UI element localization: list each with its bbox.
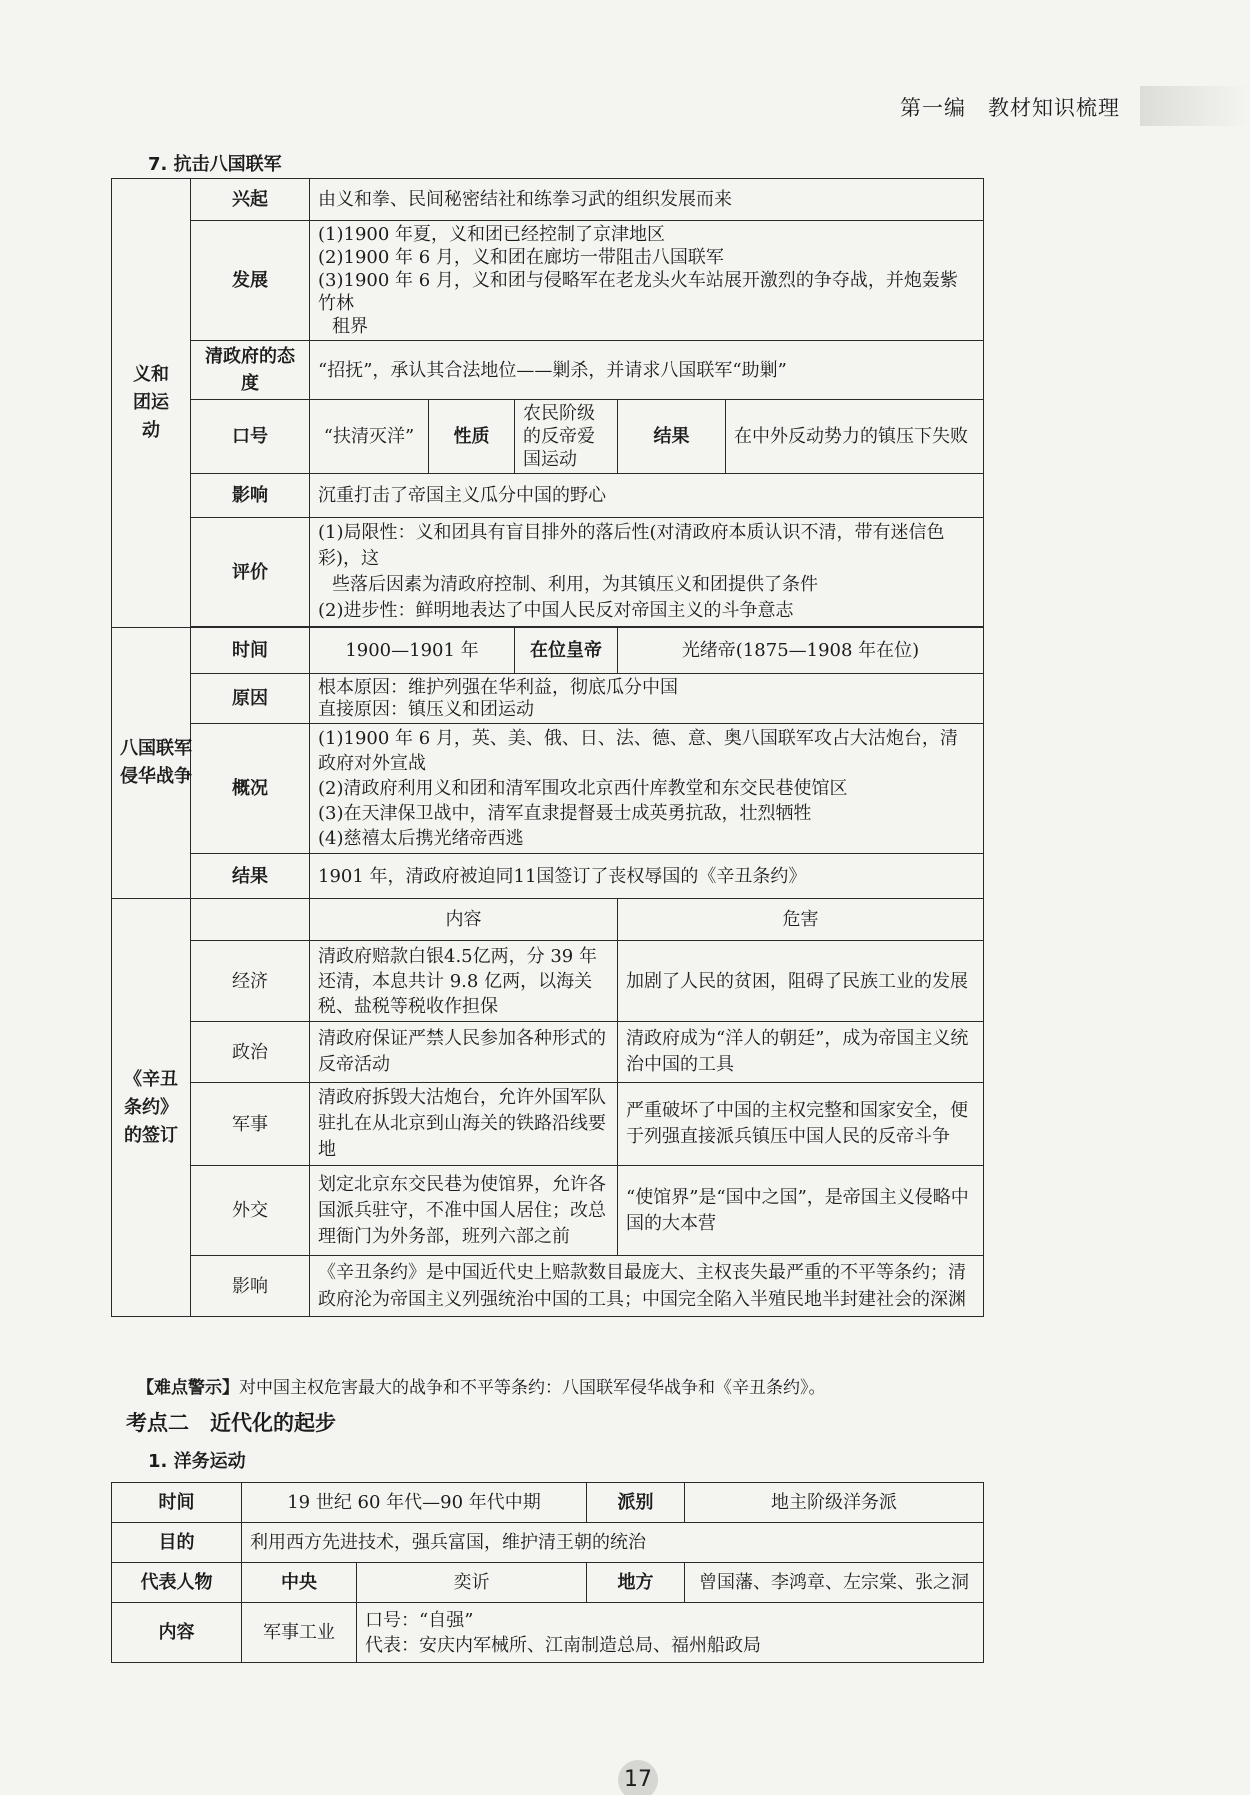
yw-military: 口号：“自强” 代表：安庆内军械所、江南制造总局、福州船政局	[357, 1603, 984, 1663]
treaty-row-label: 政治	[191, 1022, 310, 1083]
boxer-impact-label: 影响	[191, 474, 310, 518]
yw-content-label: 内容	[112, 1603, 242, 1663]
eight-overview: (1)1900 年 6 月，英、美、俄、日、法、德、意、奥八国联军攻占大沽炮台，清政府对外宣战 (2)清政府利用义和团和清军围攻北京西什库教堂和东交民巷使馆区 (3)在天津保卫战中，清军直隶提督聂士成英勇抗敌，壮烈牺牲 (4)慈禧太后携光绪帝西逃	[310, 724, 984, 854]
yw-central: 奕䜣	[357, 1563, 587, 1603]
boxer-attitude-label: 清政府的态度	[191, 341, 310, 400]
eight-time: 1900—1901 年	[310, 628, 515, 674]
group-boxer: 义和团运动	[112, 179, 191, 628]
eight-result: 1901 年，清政府被迫同11国签订了丧权辱国的《辛丑条约》	[310, 854, 984, 899]
treaty-row-harm: 清政府成为“洋人的朝廷”，成为帝国主义统治中国的工具	[618, 1022, 984, 1083]
boxer-slogan-label: 口号	[191, 400, 310, 474]
treaty-row-harm: 严重破坏了中国的主权完整和国家安全，便于列强直接派兵镇压中国人民的反帝斗争	[618, 1083, 984, 1166]
section-title-7: 7. 抗击八国联军	[148, 154, 282, 175]
header-decoration	[1140, 86, 1250, 126]
boxer-nature: 农民阶级的反帝爱国运动	[515, 400, 618, 474]
yw-faction: 地主阶级洋务派	[685, 1483, 984, 1523]
eight-time-label: 时间	[191, 628, 310, 674]
eight-emperor-label: 在位皇帝	[515, 628, 618, 674]
treaty-row-harm: 加剧了人民的贫困，阻碍了民族工业的发展	[618, 941, 984, 1022]
eight-emperor: 光绪帝(1875—1908 年在位)	[618, 628, 984, 674]
yw-central-label: 中央	[242, 1563, 357, 1603]
boxer-attitude: “招抚”，承认其合法地位——剿杀，并请求八国联军“助剿”	[310, 341, 984, 400]
eight-overview-label: 概况	[191, 724, 310, 854]
yw-local: 曾国藩、李鸿章、左宗棠、张之洞	[685, 1563, 984, 1603]
main-table	[111, 178, 984, 1317]
yw-time: 19 世纪 60 年代—90 年代中期	[242, 1483, 587, 1523]
difficulty-note: 【难点警示】对中国主权危害最大的战争和不平等条约：八国联军侵华战争和《辛丑条约》。	[137, 1378, 826, 1398]
yw-local-label: 地方	[587, 1563, 685, 1603]
treaty-row-content: 清政府拆毁大沽炮台，允许外国军队驻扎在从北京到山海关的铁路沿线要地	[310, 1083, 618, 1166]
treaty-row-content: 清政府赔款白银4.5亿两，分 39 年还清，本息共计 9.8 亿两，以海关税、盐税等税收作担保	[310, 941, 618, 1022]
boxer-dev: (1)1900 年夏，义和团已经控制了京津地区 (2)1900 年 6 月，义和团在廊坊一带阻击八国联军 (3)1900 年 6 月，义和团与侵略军在老龙头火车站展开激烈的争夺战，并炮轰紫竹林 租界	[310, 221, 984, 341]
treaty-row-label: 军事	[191, 1083, 310, 1166]
yw-goal: 利用西方先进技术，强兵富国，维护清王朝的统治	[242, 1523, 984, 1563]
treaty-row-label: 外交	[191, 1166, 310, 1256]
treaty-row-content: 清政府保证严禁人民参加各种形式的反帝活动	[310, 1022, 618, 1083]
boxer-nature-label: 性质	[429, 400, 515, 474]
page-number: 17	[618, 1760, 658, 1795]
treaty-row-harm: “使馆界”是“国中之国”，是帝国主义侵略中国的大本营	[618, 1166, 984, 1256]
yw-rep-label: 代表人物	[112, 1563, 242, 1603]
group-eight-nation: 八国联军侵华战争	[112, 628, 191, 899]
treaty-impact: 《辛丑条约》是中国近代史上赔款数目最庞大、主权丧失最严重的不平等条约；清政府沦为帝国主义列强统治中国的工具；中国完全陷入半殖民地半封建社会的深渊	[310, 1256, 984, 1317]
treaty-row-label: 经济	[191, 941, 310, 1022]
treaty-col-content: 内容	[310, 899, 618, 941]
eight-cause: 根本原因：维护列强在华利益，彻底瓜分中国 直接原因：镇压义和团运动	[310, 674, 984, 724]
boxer-impact: 沉重打击了帝国主义瓜分中国的野心	[310, 474, 984, 518]
yw-time-label: 时间	[112, 1483, 242, 1523]
eight-cause-label: 原因	[191, 674, 310, 724]
boxer-rise: 由义和拳、民间秘密结社和练拳习武的组织发展而来	[310, 179, 984, 221]
boxer-eval-label: 评价	[191, 518, 310, 627]
yw-military-label: 军事工业	[242, 1603, 357, 1663]
boxer-eval: (1)局限性：义和团具有盲目排外的落后性(对清政府本质认识不清，带有迷信色彩)，这 些落后因素为清政府控制、利用，为其镇压义和团提供了条件 (2)进步性：鲜明地表达了中国人民反对帝国主义的斗争意志	[310, 518, 984, 627]
eight-result-label: 结果	[191, 854, 310, 899]
boxer-slogan: “扶清灭洋”	[310, 400, 429, 474]
yangwu-table	[111, 1482, 984, 1663]
kaodian-title: 考点二 近代化的起步	[126, 1411, 336, 1435]
treaty-col-harm: 危害	[618, 899, 984, 941]
yw-faction-label: 派别	[587, 1483, 685, 1523]
treaty-row-content: 划定北京东交民巷为使馆界，允许各国派兵驻守，不准中国人居住；改总理衙门为外务部，班列六部之前	[310, 1166, 618, 1256]
boxer-rise-label: 兴起	[191, 179, 310, 221]
page-header: 第一编 教材知识梳理	[900, 96, 1120, 120]
treaty-impact-label: 影响	[191, 1256, 310, 1317]
group-treaty: 《辛丑条约》的签订	[112, 899, 191, 1317]
boxer-dev-label: 发展	[191, 221, 310, 341]
boxer-result-label: 结果	[618, 400, 726, 474]
boxer-result: 在中外反动势力的镇压下失败	[726, 400, 984, 474]
yw-goal-label: 目的	[112, 1523, 242, 1563]
section-title-1: 1. 洋务运动	[148, 1451, 246, 1472]
